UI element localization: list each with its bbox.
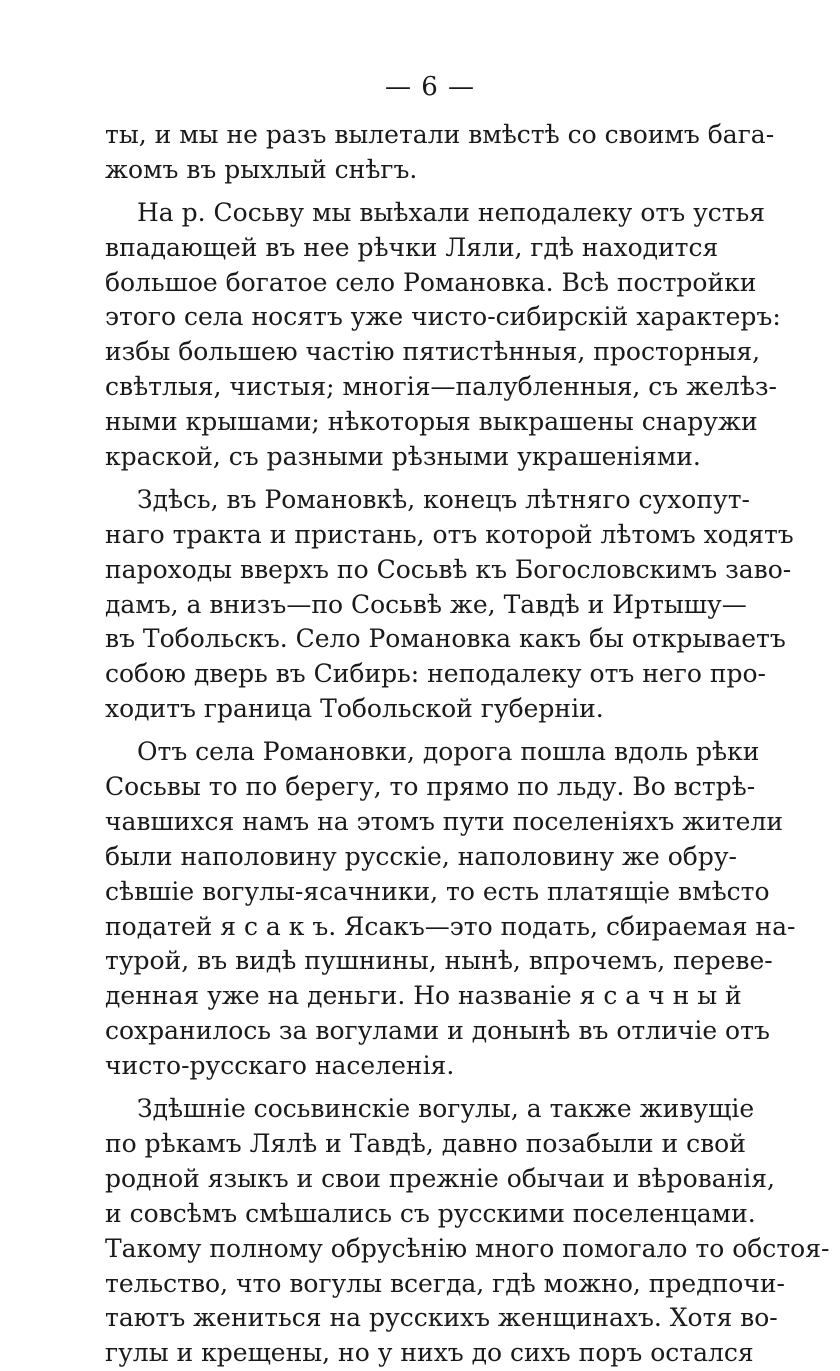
text-line: были наполовину русскіе, наполовину же обру-	[105, 841, 738, 871]
text-line: наго тракта и пристань, отъ которой лѣтомъ ходятъ	[105, 519, 794, 549]
text-line: сохранилось за вогулами и донынѣ въ отличіе отъ	[105, 1016, 770, 1046]
text-line: свѣтлыя, чистыя; многія—палубленныя, съ желѣз-	[105, 372, 777, 402]
text-line: впадающей въ нее рѣчки Ляли, гдѣ находится	[105, 232, 719, 262]
text-line: Здѣсь, въ Романовкѣ, конецъ лѣтняго сухопут-	[137, 484, 750, 514]
text-line: дамъ, а внизъ—по Сосьвѣ же, Тавдѣ и Иртышу—	[105, 589, 747, 619]
text-line: тельство, что вогулы всегда, гдѣ можно, предпочи-	[105, 1268, 785, 1298]
paragraph	[105, 735, 796, 1084]
paragraph	[105, 196, 781, 475]
text-line: Сосьвы то по берегу, то прямо по льду. Во встрѣ-	[105, 772, 756, 802]
text-line: Такому полному обрусѣнію много помогало то обстоя-	[105, 1233, 830, 1263]
text-line: родной языкъ и свои прежніе обычаи и вѣрованія,	[105, 1163, 775, 1193]
text-line: податей я с а к ъ. Ясакъ—это подать, сбираемая на-	[105, 911, 796, 941]
text-line: сѣвшіе вогулы-ясачники, то есть платящіе вмѣсто	[105, 876, 770, 906]
text-line: ты, и мы не разъ вылетали вмѣстѣ со своимъ бага-	[105, 120, 775, 149]
paragraph	[105, 118, 775, 188]
text-line: гулы и крещены, но у нихъ до сихъ поръ остался	[105, 1338, 754, 1368]
text-line: турой, въ видѣ пушнины, нынѣ, впрочемъ, переве-	[105, 946, 773, 976]
text-line: ными крышами; нѣкоторыя выкрашены снаружи	[105, 407, 758, 437]
text-line: чисто-русскаго населенія.	[105, 1051, 455, 1081]
text-line: большое богатое село Романовка. Всѣ постройки	[105, 267, 757, 297]
paragraph	[105, 483, 794, 727]
paragraph	[105, 1092, 830, 1371]
page-number: — 6 —	[384, 72, 476, 102]
text-line: ходитъ граница Тобольской губерніи.	[105, 694, 604, 724]
text-line: избы большею частію пятистѣнныя, просторныя,	[105, 337, 761, 367]
text-line: чавшихся намъ на этомъ пути поселеніяхъ жители	[105, 806, 784, 836]
text-line: собою дверь въ Сибирь: неподалеку отъ него про-	[105, 659, 766, 689]
text-line: таютъ жениться на русскихъ женщинахъ. Хотя во-	[105, 1303, 778, 1333]
text-line: этого села носятъ уже чисто-сибирскій характеръ:	[105, 302, 781, 332]
text-line: жомъ въ рыхлый снѣгъ.	[105, 154, 418, 184]
text-line: пароходы вверхъ по Сосьвѣ къ Богословскимъ заво-	[105, 554, 792, 584]
text-line: и совсѣмъ смѣшались съ русскими поселенцами.	[105, 1198, 756, 1228]
text-line: Отъ села Романовки, дорога пошла вдоль рѣки	[137, 737, 760, 767]
text-line: На р. Сосьву мы выѣхали неподалеку отъ устья	[137, 197, 765, 227]
body-text	[105, 118, 830, 1371]
text-line: Здѣшніе сосьвинскіе вогулы, а также живущіе	[137, 1094, 755, 1124]
text-line: краской, съ разными рѣзными украшеніями.	[105, 442, 701, 472]
text-line: по рѣкамъ Лялѣ и Тавдѣ, давно позабыли и свой	[105, 1128, 746, 1158]
text-line: денная уже на деньги. Но названіе я с а ч н ы й	[105, 981, 742, 1011]
text-line: въ Тобольскъ. Село Романовка какъ бы открываетъ	[105, 624, 786, 654]
